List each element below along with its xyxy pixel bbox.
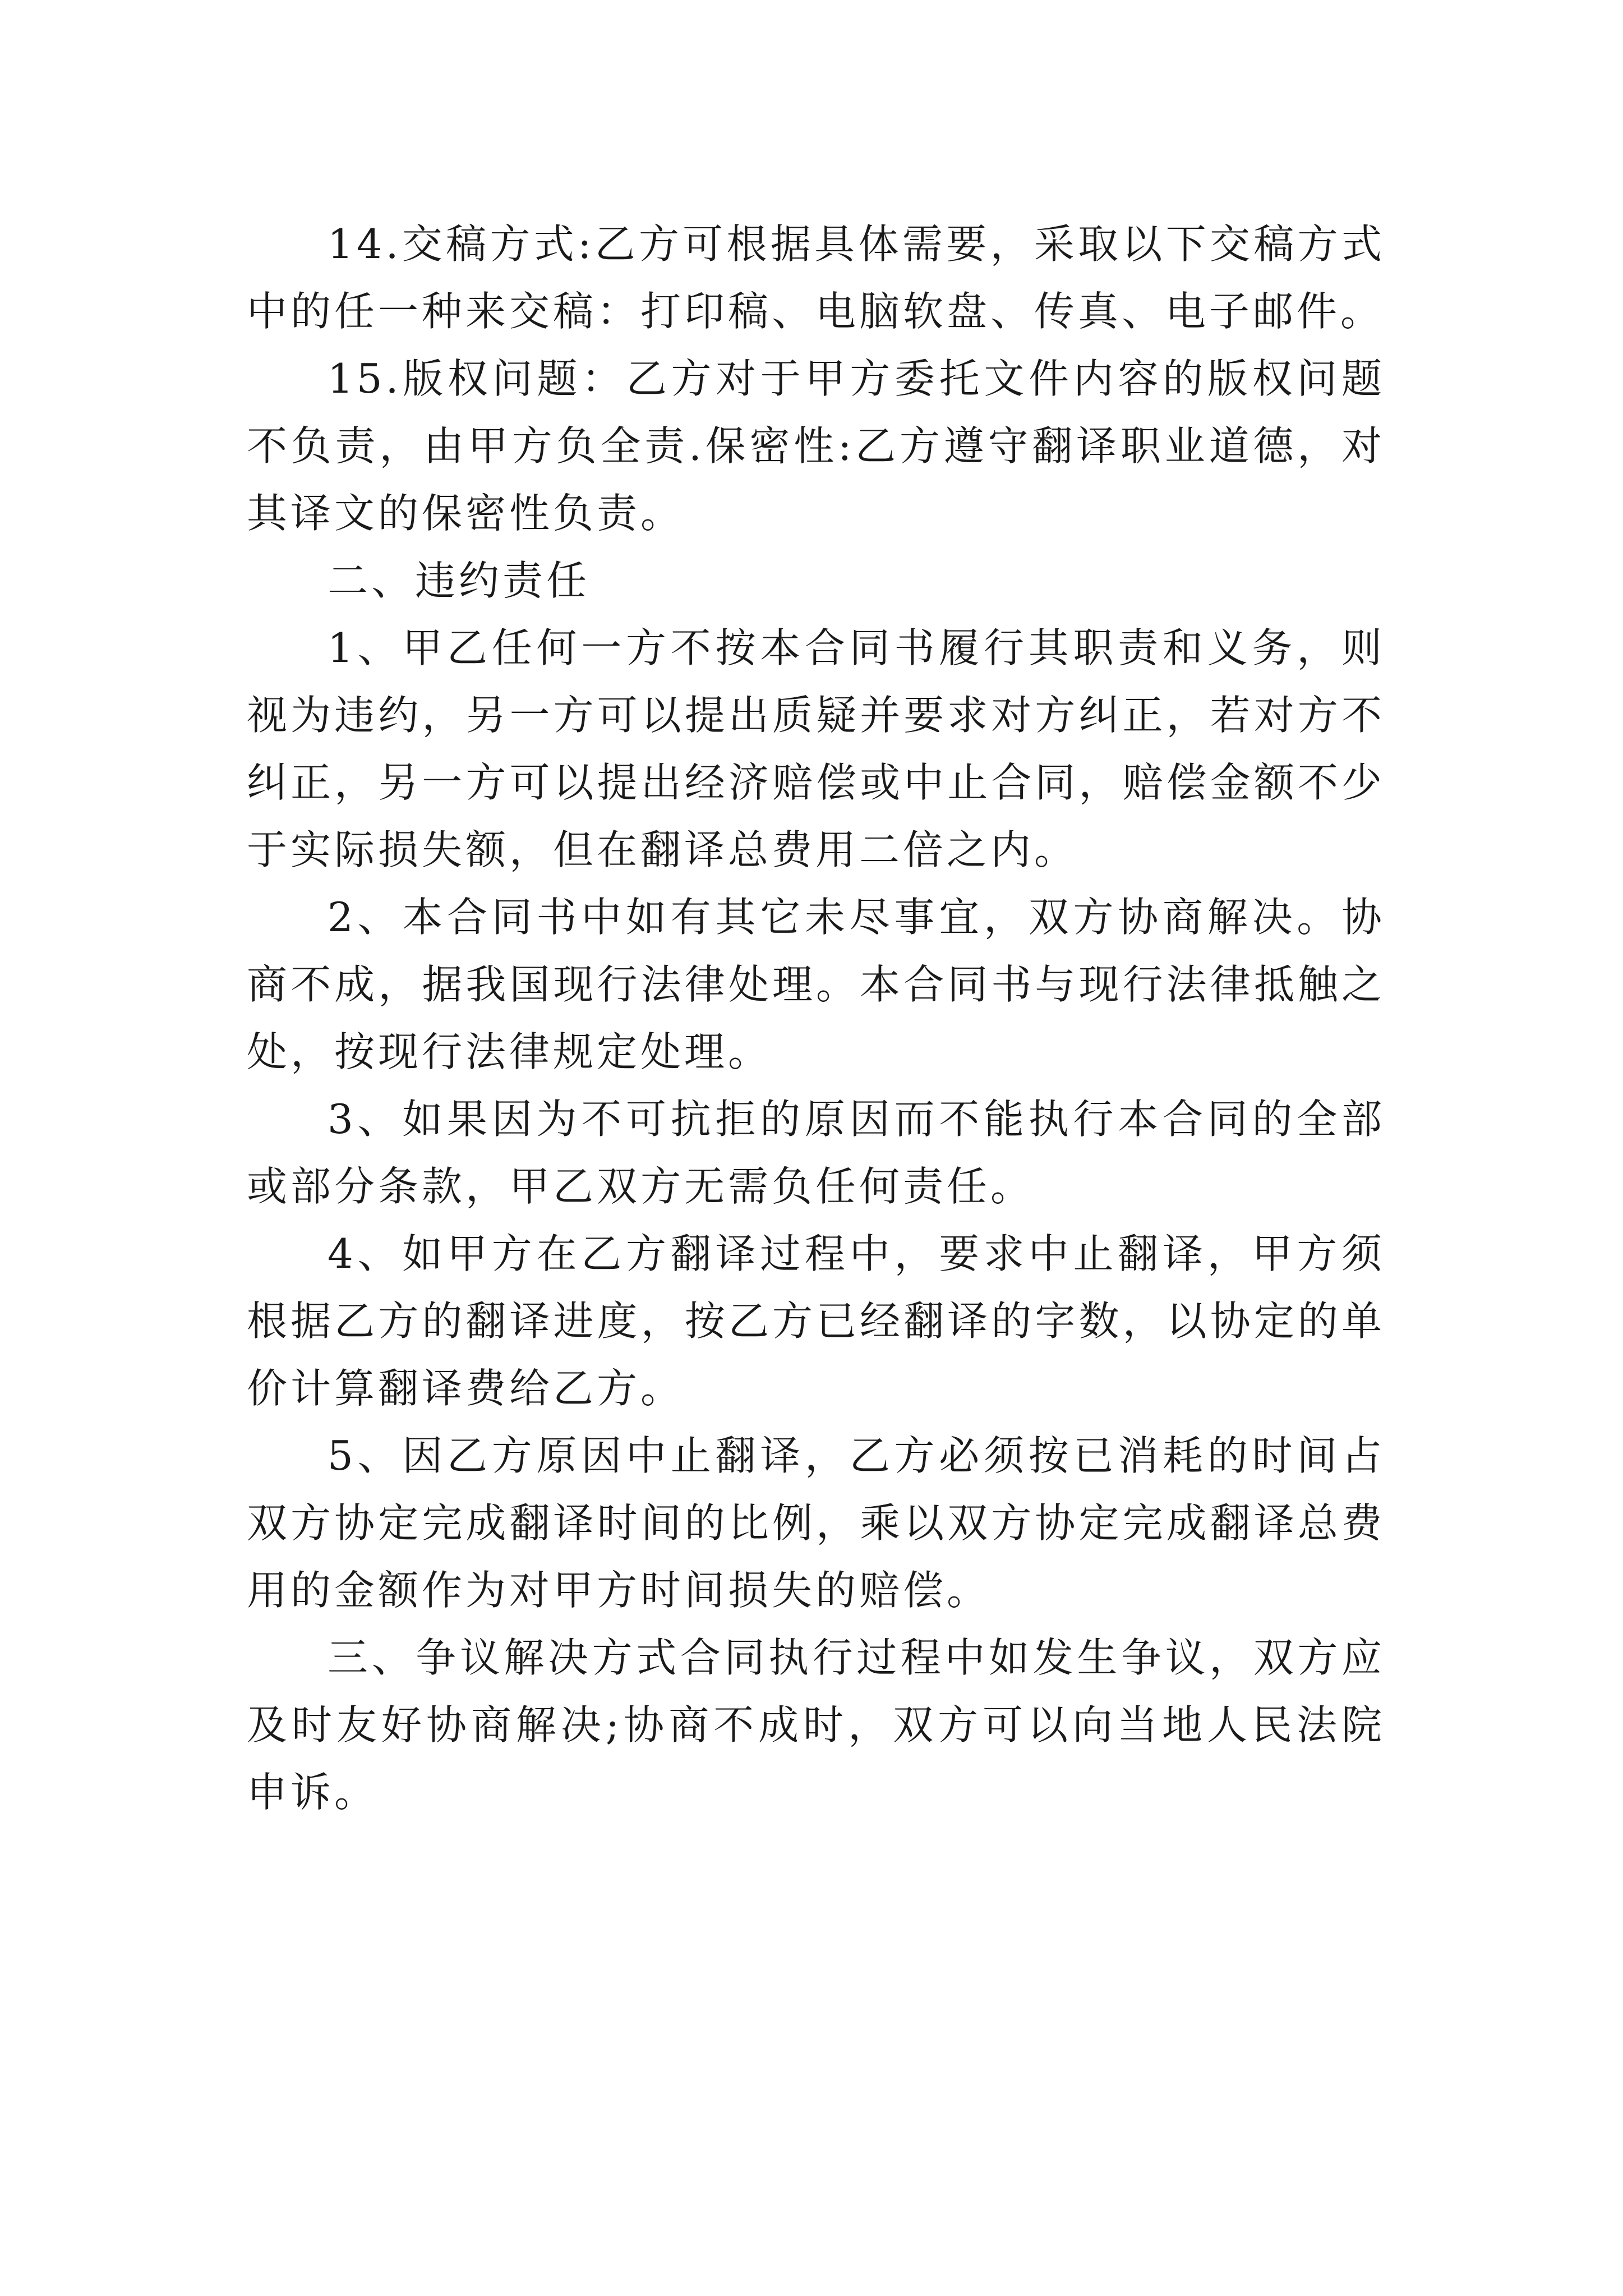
paragraph-breach-2: 2、本合同书中如有其它未尽事宜，双方协商解决。协商不成，据我国现行法律处理。本合同书与现行法律抵触之处，按现行法律规定处理。: [247, 894, 1385, 1075]
document-body: [247, 210, 1385, 1826]
paragraph-breach-4: 4、如甲方在乙方翻译过程中，要求中止翻译，甲方须根据乙方的翻译进度，按乙方已经翻译的字数，以协定的单价计算翻译费给乙方。: [247, 1230, 1385, 1412]
paragraph-breach-1: 1、甲乙任何一方不按本合同书履行其职责和义务，则视为违约，另一方可以提出质疑并要求对方纠正，若对方不纠正，另一方可以提出经济赔偿或中止合同，赔偿金额不少于实际损失额，但在翻译总费用二倍之内。: [247, 624, 1385, 873]
paragraph-delivery-method: 14.交稿方式:乙方可根据具体需要，采取以下交稿方式中的任一种来交稿：打印稿、电脑软盘、传真、电子邮件。: [247, 220, 1385, 335]
paragraph-copyright: 15.版权问题：乙方对于甲方委托文件内容的版权问题不负责，由甲方负全责.保密性:乙方遵守翻译职业道德，对其译文的保密性负责。: [247, 355, 1385, 537]
paragraph-dispute-resolution: 三、争议解决方式合同执行过程中如发生争议，双方应及时友好协商解决;协商不成时，双方可以向当地人民法院申诉。: [247, 1634, 1385, 1816]
section-heading-breach: 二、违约责任: [328, 557, 591, 604]
paragraph-breach-3: 3、如果因为不可抗拒的原因而不能执行本合同的全部或部分条款，甲乙双方无需负任何责任。: [247, 1096, 1385, 1210]
paragraph-breach-5: 5、因乙方原因中止翻译，乙方必须按已消耗的时间占双方协定完成翻译时间的比例，乘以双方协定完成翻译总费用的金额作为对甲方时间损失的赔偿。: [247, 1432, 1385, 1614]
